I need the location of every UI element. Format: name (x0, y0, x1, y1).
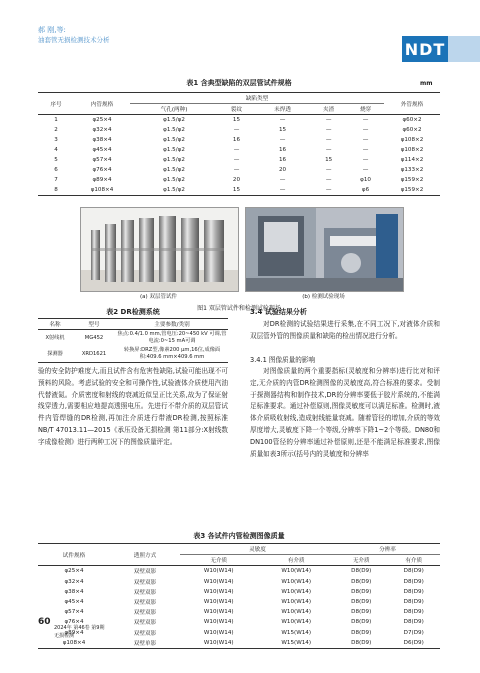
table1-cell: φ108×4 (90, 187, 114, 193)
table-row (38, 566, 440, 577)
table-row (38, 597, 440, 607)
table3-cell: φ45×4 (64, 599, 84, 606)
table2-cell: 探测器 (47, 350, 63, 357)
table3-cell: D8(D9) (351, 609, 372, 616)
subsection-heading-3-4-1: 3.4.1 图像质量的影响 (250, 356, 316, 364)
table3-cell: 双壁双影 (133, 589, 157, 596)
table-row (38, 185, 440, 196)
table3-caption: 表3 各试件内管检测图像质量 (193, 532, 285, 540)
table1-cell: φ1.5/φ2 (163, 137, 185, 143)
table3-cell: D8(D9) (403, 599, 424, 606)
table1-cell: φ1.5/φ2 (163, 147, 185, 153)
table1-cell: φ1.5/φ2 (163, 187, 185, 193)
table-row (38, 577, 440, 587)
table2-cell: X射线机 (45, 334, 65, 341)
table1-cell: — (325, 127, 332, 133)
table1-cell: φ45×4 (92, 147, 112, 153)
table1-cell: — (362, 127, 369, 133)
table1-cell: φ57×4 (92, 157, 112, 163)
figure1-sub-a: (a) 双层管试件 (140, 294, 177, 300)
table1-col-defect-group: 缺陷类型 (130, 93, 384, 104)
table1-cell: — (325, 167, 332, 173)
photo-test-site (245, 207, 404, 292)
table3-cell: W10(W14) (203, 578, 234, 585)
table1-cell: φ25×4 (92, 117, 112, 123)
table3 (38, 543, 440, 649)
table1-defect-col: 未焊透 (255, 104, 310, 115)
table1-cell: 15 (232, 187, 241, 193)
table1-cell: — (325, 187, 332, 193)
table1-cell: φ76×4 (92, 167, 112, 173)
table1-cell: — (362, 117, 369, 123)
table1-cell: φ1.5/φ2 (163, 157, 185, 163)
table1-defect-col: 裂纹 (218, 104, 255, 115)
table3-cell: W15(W14) (281, 629, 312, 636)
table3-cell: D8(D9) (403, 619, 424, 626)
logo-strip (448, 36, 480, 62)
journal-logo: NDT (402, 36, 448, 62)
table3-cell: D8(D9) (351, 639, 372, 646)
table3-cell: 双壁双影 (133, 610, 157, 617)
table1-cell: φ159×2 (400, 177, 424, 183)
table3-cell: 双壁单影 (133, 640, 157, 647)
table1-cell: 1 (54, 117, 58, 123)
table3-cell: W15(W14) (281, 639, 312, 646)
table3-cell: φ38×4 (64, 588, 84, 595)
running-header-authors: 郝 刚,等: (38, 26, 66, 34)
table-row (38, 638, 440, 649)
table3-cell: W10(W14) (203, 599, 234, 606)
table3-cell: D8(D9) (403, 568, 424, 575)
table3-col-mode: 透照方式 (110, 544, 180, 566)
table-row (38, 135, 440, 145)
table1-cell: φ60×2 (402, 127, 422, 133)
table2-col-model: 型号 (72, 319, 116, 330)
table-row (38, 155, 440, 165)
table3-cell: 双壁双影 (133, 600, 157, 607)
table1-cell: — (233, 167, 240, 173)
table1-cell: φ1.5/φ2 (163, 117, 185, 123)
table1-cell: 8 (54, 187, 58, 193)
table1-cell: 2 (54, 127, 58, 133)
table2-cell: 转换屏:DRZ型,像素200 μm,16位,成像面积:409.6 mm×409.6 mm (123, 347, 221, 360)
table3-cell: D8(D9) (351, 568, 372, 575)
table1-cell: — (362, 157, 369, 163)
table-row (38, 165, 440, 175)
section-3-4-paragraph: 对DR检测的试验结果进行采集,在不同工况下,对液体介质和双层管外管的图像质量和缺陷的检出情况进行分析。 (250, 320, 440, 340)
table1-cell: — (325, 177, 332, 183)
table1-cell: φ32×4 (92, 127, 112, 133)
table1-cell: — (362, 167, 369, 173)
table1-cell: φ89×4 (92, 177, 112, 183)
table1-body (38, 115, 440, 196)
table1-cell: — (233, 127, 240, 133)
table-row (38, 587, 440, 597)
table1-cell: φ6 (361, 187, 370, 193)
table1-cell: φ1.5/φ2 (163, 127, 185, 133)
table1-cell: — (279, 137, 286, 143)
table3-cell: D8(D9) (351, 588, 372, 595)
table-row (38, 175, 440, 185)
table1-cell: — (233, 157, 240, 163)
table1-cell: 16 (279, 147, 287, 153)
table3-cell: W10(W14) (203, 609, 234, 616)
table3-body (38, 566, 440, 649)
table1-cell: — (325, 137, 332, 143)
figure1-sub-b: (b) 检测试验现场 (302, 294, 345, 300)
table3-cell: W10(W14) (281, 599, 312, 606)
table3-cell: D8(D9) (351, 599, 372, 606)
table3-group-resolution: 分辨率 (335, 544, 440, 555)
table3-cell: W10(W14) (281, 609, 312, 616)
table3-cell: D8(D9) (403, 609, 424, 616)
table2-cell: 焦点:0.4/1.0 mm,管电压:20~450 kV 可调,管电流:0~15 mA可调 (117, 331, 227, 344)
table-row (38, 607, 440, 617)
table1-cell: 15 (232, 117, 241, 123)
table1-cell: φ108×2 (400, 137, 424, 143)
pipes-illustration (81, 208, 238, 291)
table3-col-spec: 试件规格 (38, 544, 110, 566)
table1-cell: 3 (54, 137, 58, 143)
table1-defect-col: 气孔(两种) (130, 104, 218, 115)
table3-cell: D7(D9) (403, 629, 424, 636)
table2 (38, 318, 228, 363)
table2-cell: MG452 (84, 334, 104, 341)
table3-cell: W10(W14) (203, 568, 234, 575)
table1-col-inner: 内管规格 (74, 93, 130, 115)
table3-cell: W10(W14) (281, 568, 312, 575)
table1-cell: — (233, 147, 240, 153)
table1-cell: 16 (232, 137, 241, 143)
table1-cell: φ38×4 (92, 137, 112, 143)
table1-cell: — (362, 137, 369, 143)
table3-cell: D6(D9) (403, 639, 424, 646)
table3-cell: W10(W14) (203, 588, 234, 595)
table3-cell: W10(W14) (203, 639, 234, 646)
table-row (38, 125, 440, 135)
table3-cell: W10(W14) (203, 629, 234, 636)
table-row (38, 145, 440, 155)
table2-col-params: 主要参数/类别 (116, 319, 228, 330)
table3-cell: W10(W14) (281, 588, 312, 595)
page-number: 60 (38, 617, 51, 627)
table1-cell: — (279, 117, 286, 123)
footer-journal: 无损检测 (54, 633, 75, 639)
table3-sub-col: 无介质 (180, 555, 257, 566)
table3-cell: W10(W14) (281, 619, 312, 626)
table1-cell: 6 (54, 167, 58, 173)
table3-cell: W10(W14) (281, 578, 312, 585)
table3-sub-col: 有介质 (257, 555, 334, 566)
footer-issue: 2024年 第46卷 第9期 (54, 625, 105, 631)
table1-cell: — (325, 147, 332, 153)
table1-cell: — (279, 187, 286, 193)
table3-cell: 双壁双影 (133, 579, 157, 586)
table1-cell: — (362, 147, 369, 153)
table3-cell: D8(D9) (403, 588, 424, 595)
table3-cell: 双壁双影 (133, 569, 157, 576)
section-heading-3-4: 3.4 试验结果分析 (250, 308, 307, 316)
table3-group-sensitivity: 灵敏度 (180, 544, 335, 555)
table1-cell: 15 (325, 157, 333, 163)
running-header-title: 油套管无损检测技术分析 (38, 36, 110, 44)
table3-cell: D8(D9) (403, 578, 424, 585)
test-site-illustration (246, 208, 403, 291)
table3-cell: φ89×4 (64, 629, 84, 636)
table3-cell: φ32×4 (64, 578, 84, 585)
table3-cell: D8(D9) (351, 578, 372, 585)
table3-cell: D8(D9) (351, 629, 372, 636)
table3-cell: W10(W14) (203, 619, 234, 626)
table1-cell: φ10 (360, 177, 371, 183)
table1-cell: — (279, 177, 286, 183)
table1-cell: 20 (279, 167, 287, 173)
table3-sub-col: 有介质 (387, 555, 440, 566)
table1-caption: 表1 含典型缺陷的双层管试件规格 (186, 79, 292, 87)
table2-col-name: 名称 (38, 319, 72, 330)
table-row (38, 330, 228, 347)
table1-defect-col: 夹渣 (310, 104, 347, 115)
table1-cell: 7 (54, 177, 58, 183)
table3-sub-col: 无介质 (335, 555, 388, 566)
table1-cell: 4 (54, 147, 58, 153)
table-row (38, 115, 440, 126)
table3-cell: φ108×4 (62, 639, 86, 646)
table2-caption: 表2 DR检测系统 (106, 308, 160, 316)
table1-cell: 15 (279, 127, 287, 133)
table3-cell: 双壁双影 (133, 630, 157, 637)
body-paragraph-left: 验的安全防护难度大,而且试件含有危害性缺陷,试验可能出现不可预料的风险。考虑试验的安全和可操作性,试验液体介质使用汽油代替液氮。介质密度和射线的衰减近似呈正比关系,故为了保证射线穿透力,需要相应地提高透照电压。先进行不带介质的双层管试件内管焊缝的DR检测,再加注介质进行带液DR检测,按照标准NB/T 47013.11—2015《承压设备无损检测 第11部分:X射线数字成像检测》进行两种工况下的图像质量评定。 (38, 367, 228, 446)
table1-unit: mm (420, 80, 433, 87)
table1-cell: φ108×2 (400, 147, 424, 153)
table1-cell: φ133×2 (400, 167, 424, 173)
figure1-caption: 图1 双层管试件和检测试验现场 (197, 305, 281, 312)
table1-cell: φ159×2 (400, 187, 424, 193)
table1-cell: φ114×2 (400, 157, 424, 163)
table1-col-outer: 外管规格 (384, 93, 440, 115)
table-row (38, 346, 228, 363)
table1-cell: 16 (279, 157, 287, 163)
photo-double-layer-pipes (80, 207, 239, 292)
table1-col-seq: 序号 (38, 93, 74, 115)
table1-cell: φ60×2 (402, 117, 422, 123)
subsection-3-4-1-paragraph: 对图像质量的两个重要指标(灵敏度和分辨率)进行比对和评定,无介质的内管DR检测图像的灵敏度高,符合标准的要求。受制于探测器结构和制作技术,DR的分辨率要低于胶片系统的,不能满足标准要求。通过补偿原则,图像灵敏度可以满足标准。检测时,液体介质吸收射线,造成射线能量衰减。随着管径的增加,介质的等效厚度增大,灵敏度下降一个等级,分辨率下降1~2个等级。DN80和DN100管径的分辨率通过补偿原则,还是不能满足标准要求,图像质量如表3所示(括号内的灵敏度和分辨率 (250, 367, 440, 458)
table1 (38, 92, 440, 196)
table3-cell: D8(D9) (351, 619, 372, 626)
table3-cell: φ25×4 (64, 568, 84, 575)
table1-cell: 20 (232, 177, 241, 183)
table1-cell: φ1.5/φ2 (163, 167, 185, 173)
table1-cell: 5 (54, 157, 58, 163)
table1-defect-col: 烧穿 (347, 104, 384, 115)
table3-cell: φ76×4 (64, 619, 84, 626)
table1-cell: — (325, 117, 332, 123)
table3-cell: φ57×4 (64, 609, 84, 616)
table3-cell: 双壁双影 (133, 620, 157, 627)
table1-cell: φ1.5/φ2 (163, 177, 185, 183)
table2-cell: XRD1621 (81, 350, 107, 357)
